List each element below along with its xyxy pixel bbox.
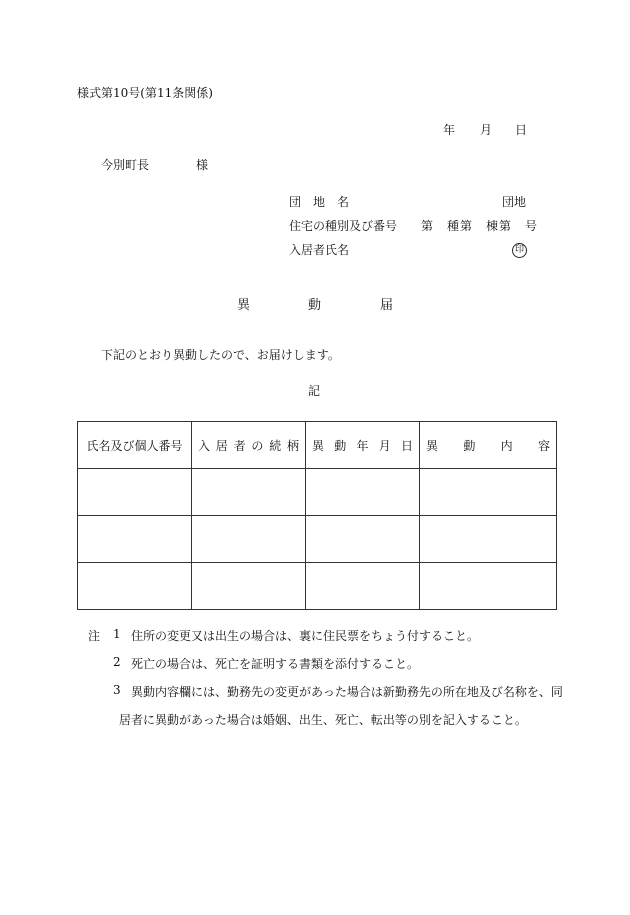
seal-icon [512, 241, 527, 258]
header-char: 入 [198, 438, 211, 453]
note-1-num: 1 [113, 627, 121, 641]
date-month: 月 [480, 123, 493, 137]
date-year: 年 [443, 123, 456, 137]
title-char-1: 異 [237, 298, 251, 313]
table-cell[interactable] [306, 516, 420, 563]
note-3-continuation: 居者に異動があった場合は婚姻、出生、死亡、転出等の別を記入すること。 [119, 713, 527, 727]
table-cell[interactable] [78, 516, 192, 563]
table-cell[interactable] [192, 516, 306, 563]
header-char: 異 [312, 438, 325, 453]
addressee-honorific: 様 [196, 158, 209, 172]
header-content [420, 422, 557, 469]
table-header-row [78, 422, 557, 469]
note-3-num: 3 [113, 683, 121, 697]
header-date [306, 422, 420, 469]
seal-mark: 印 [512, 243, 527, 258]
title-char-3: 届 [380, 298, 394, 313]
date-day: 日 [515, 123, 528, 137]
header-char: の [251, 438, 264, 453]
header-char: 者 [233, 438, 246, 453]
table-cell[interactable] [78, 469, 192, 516]
housing-type: 第 種第 棟第 号 [421, 219, 539, 233]
note-3-text: 異動内容欄には、勤務先の変更があった場合は新勤務先の所在地及び名称を、同 [131, 685, 563, 699]
note-2-text: 死亡の場合は、死亡を証明する書類を添付すること。 [131, 657, 420, 671]
header-char: 年 [356, 438, 369, 453]
header-char: 柄 [286, 438, 299, 453]
header-char: 続 [269, 438, 282, 453]
header-char: 内 [500, 438, 513, 453]
title-char-2: 動 [308, 298, 322, 313]
header-char: 月 [378, 438, 391, 453]
note-2-num: 2 [113, 655, 121, 669]
housing-label: 住宅の種別及び番号 [289, 219, 398, 233]
header-char: 日 [400, 438, 413, 453]
table-cell[interactable] [192, 469, 306, 516]
table-cell[interactable] [420, 516, 557, 563]
form-number: 様式第10号(第11条関係) [77, 86, 213, 100]
tenant-label: 入居者氏名 [289, 243, 350, 257]
table-row [78, 563, 557, 610]
ki-label: 記 [308, 384, 321, 398]
table-cell[interactable] [420, 563, 557, 610]
table-cell[interactable] [306, 469, 420, 516]
table-cell[interactable] [306, 563, 420, 610]
danchi-suffix: 団地 [502, 195, 527, 209]
header-char: 容 [537, 438, 550, 453]
note-1-text: 住所の変更又は出生の場合は、裏に住民票をちょう付すること。 [131, 629, 480, 643]
table-cell[interactable] [420, 469, 557, 516]
header-char: 動 [463, 438, 476, 453]
table-cell[interactable] [192, 563, 306, 610]
header-char: 動 [334, 438, 347, 453]
addressee-name: 今別町長 [101, 158, 150, 172]
header-name-id [78, 422, 192, 469]
table-row [78, 469, 557, 516]
notes-label: 注 [88, 629, 101, 643]
change-table [77, 421, 557, 610]
header-relation [192, 422, 306, 469]
header-text: 氏名及び個人番号 [86, 438, 183, 453]
lead-text: 下記のとおり異動したので、お届けします。 [101, 348, 340, 362]
header-char: 異 [426, 438, 439, 453]
table-cell[interactable] [78, 563, 192, 610]
header-char: 居 [215, 438, 228, 453]
danchi-label: 団 地 名 [289, 195, 350, 209]
table-row [78, 516, 557, 563]
